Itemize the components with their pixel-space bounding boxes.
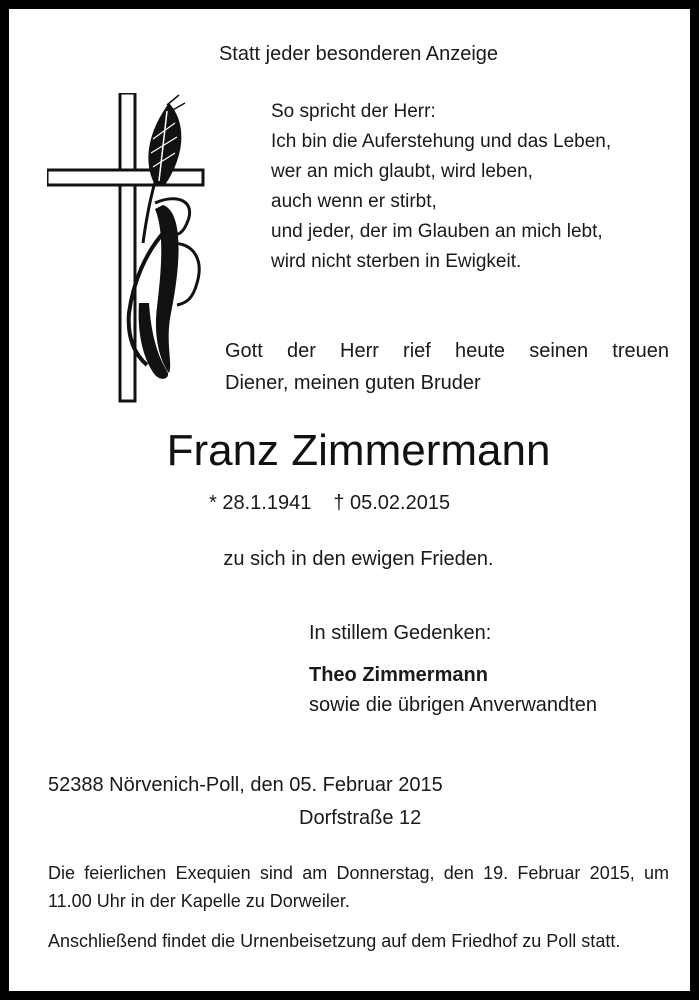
birth-date: * 28.1.1941	[209, 492, 312, 514]
intro-line: Diener, meinen guten Bruder	[225, 372, 481, 394]
intro-text	[225, 335, 669, 399]
death-date: † 05.02.2015	[333, 492, 451, 514]
burial-info: Anschließend findet die Urnenbeisetzung auf dem Friedhof zu Poll statt.	[48, 931, 621, 951]
verse-line: wird nicht sterben in Ewigkeit.	[271, 251, 522, 272]
notice-header: Statt jeder besonderen Anzeige	[218, 43, 499, 65]
intro-line: Gott der Herr rief heute seinen treuen	[225, 340, 669, 362]
peace-line: zu sich in den ewigen Frieden.	[223, 548, 494, 570]
cross-with-wheat-icon	[47, 93, 207, 405]
street-address: Dorfstraße 12	[299, 807, 422, 829]
deceased-name: Franz Zimmermann	[166, 426, 551, 475]
verse-line: wer an mich glaubt, wird leben,	[271, 161, 533, 182]
exequies-info: Die feierlichen Exequien sind am Donnerstag, den 19. Februar 2015, um 11.00 Uhr in der Kapelle zu Dorweiler.	[48, 863, 669, 911]
mourners-block	[309, 618, 597, 720]
verse-line: auch wenn er stirbt,	[271, 191, 437, 212]
verse-line: und jeder, der im Glauben an mich lebt,	[271, 221, 603, 242]
place-date: 52388 Nörvenich-Poll, den 05. Februar 2015	[48, 774, 443, 796]
verse-line: So spricht der Herr:	[271, 101, 436, 122]
mourner-name: Theo Zimmermann	[309, 664, 488, 686]
verse-line: Ich bin die Auferstehung und das Leben,	[271, 131, 612, 152]
memory-heading: In stillem Gedenken:	[309, 622, 492, 644]
bible-verse	[271, 97, 611, 277]
life-dates	[209, 493, 450, 513]
relatives-line: sowie die übrigen Anverwandten	[309, 694, 597, 716]
